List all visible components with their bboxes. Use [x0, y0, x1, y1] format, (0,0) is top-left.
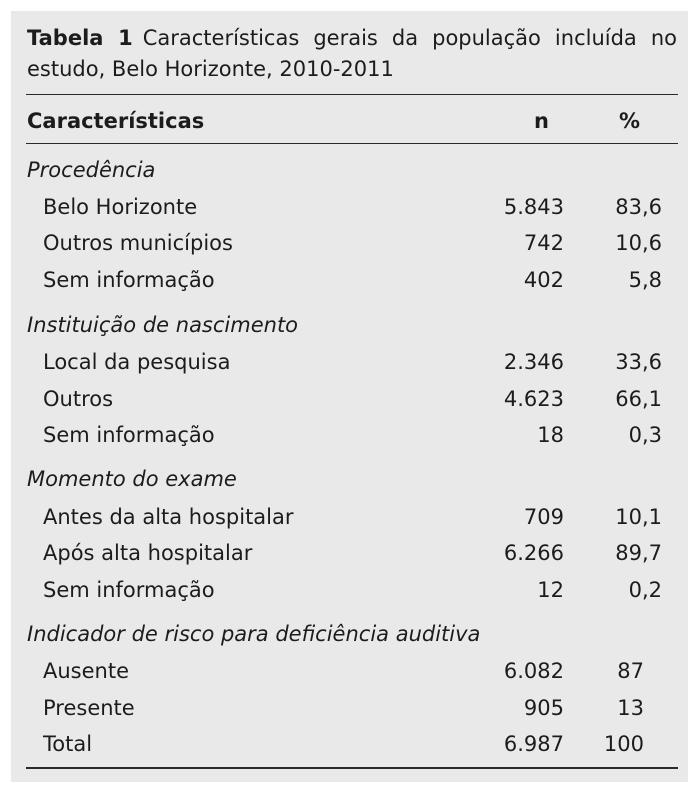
- row-n: 2.346: [503, 350, 564, 374]
- row-n: 6.987: [503, 732, 564, 756]
- section-heading: Indicador de risco para deficiência auditiva: [27, 622, 481, 646]
- row-n: 6.266: [503, 541, 564, 565]
- table-row: [11, 344, 688, 380]
- row-n: 709: [523, 505, 564, 529]
- row-label: Outros: [43, 387, 114, 411]
- row-percent: 87: [617, 659, 644, 683]
- row-n: 905: [523, 696, 564, 720]
- row-label: Antes da alta hospitalar: [43, 505, 294, 529]
- section-heading: Instituição de nascimento: [27, 313, 299, 337]
- table-row: [11, 262, 688, 298]
- table-row: [11, 189, 688, 225]
- row-percent: 83,6: [615, 195, 662, 219]
- row-percent: 13: [617, 696, 644, 720]
- row-label: Sem informação: [43, 578, 215, 602]
- row-label: Sem informação: [43, 423, 215, 447]
- table-row: [11, 535, 688, 571]
- row-n: 12: [537, 578, 564, 602]
- row-n: 402: [523, 268, 564, 292]
- row-label: Presente: [43, 696, 135, 720]
- table-row: [11, 726, 688, 762]
- bottom-rule: [26, 767, 678, 769]
- header-n: n: [534, 109, 549, 133]
- section-heading: Procedência: [27, 158, 156, 182]
- row-percent: 10,6: [615, 231, 662, 255]
- row-label: Ausente: [43, 659, 129, 683]
- row-n: 18: [537, 423, 564, 447]
- table-row: [11, 690, 688, 726]
- table-row: [11, 499, 688, 535]
- table-panel: [11, 11, 688, 782]
- row-percent: 5,8: [628, 268, 662, 292]
- table-label: Tabela 1: [27, 26, 133, 50]
- section-heading: Momento do exame: [27, 467, 237, 491]
- header-percent: %: [618, 109, 640, 133]
- row-label: Belo Horizonte: [43, 195, 198, 219]
- row-percent: 89,7: [615, 541, 662, 565]
- row-label: Local da pesquisa: [43, 350, 231, 374]
- table-row: [11, 381, 688, 417]
- header-characteristic: Características: [27, 109, 205, 133]
- table-row: [11, 653, 688, 689]
- row-percent: 100: [603, 732, 644, 756]
- header-row: [11, 103, 688, 139]
- row-percent: 0,3: [628, 423, 662, 447]
- table-caption: [27, 23, 677, 85]
- row-n: 4.623: [503, 387, 564, 411]
- row-percent: 66,1: [615, 387, 662, 411]
- table-row: [11, 417, 688, 453]
- row-percent: 10,1: [615, 505, 662, 529]
- table-row: [11, 572, 688, 608]
- row-label: Outros municípios: [43, 231, 233, 255]
- row-n: 5.843: [503, 195, 564, 219]
- row-label: Sem informação: [43, 268, 215, 292]
- row-percent: 0,2: [628, 578, 662, 602]
- top-rule: [26, 94, 678, 95]
- header-rule: [26, 143, 678, 144]
- table-row: [11, 225, 688, 261]
- table-title: Características gerais da população incluída no estudo, Belo Horizonte, 2010-2011: [27, 26, 677, 81]
- row-percent: 33,6: [615, 350, 662, 374]
- row-label: Total: [43, 732, 93, 756]
- row-n: 742: [523, 231, 564, 255]
- row-label: Após alta hospitalar: [43, 541, 253, 565]
- row-n: 6.082: [503, 659, 564, 683]
